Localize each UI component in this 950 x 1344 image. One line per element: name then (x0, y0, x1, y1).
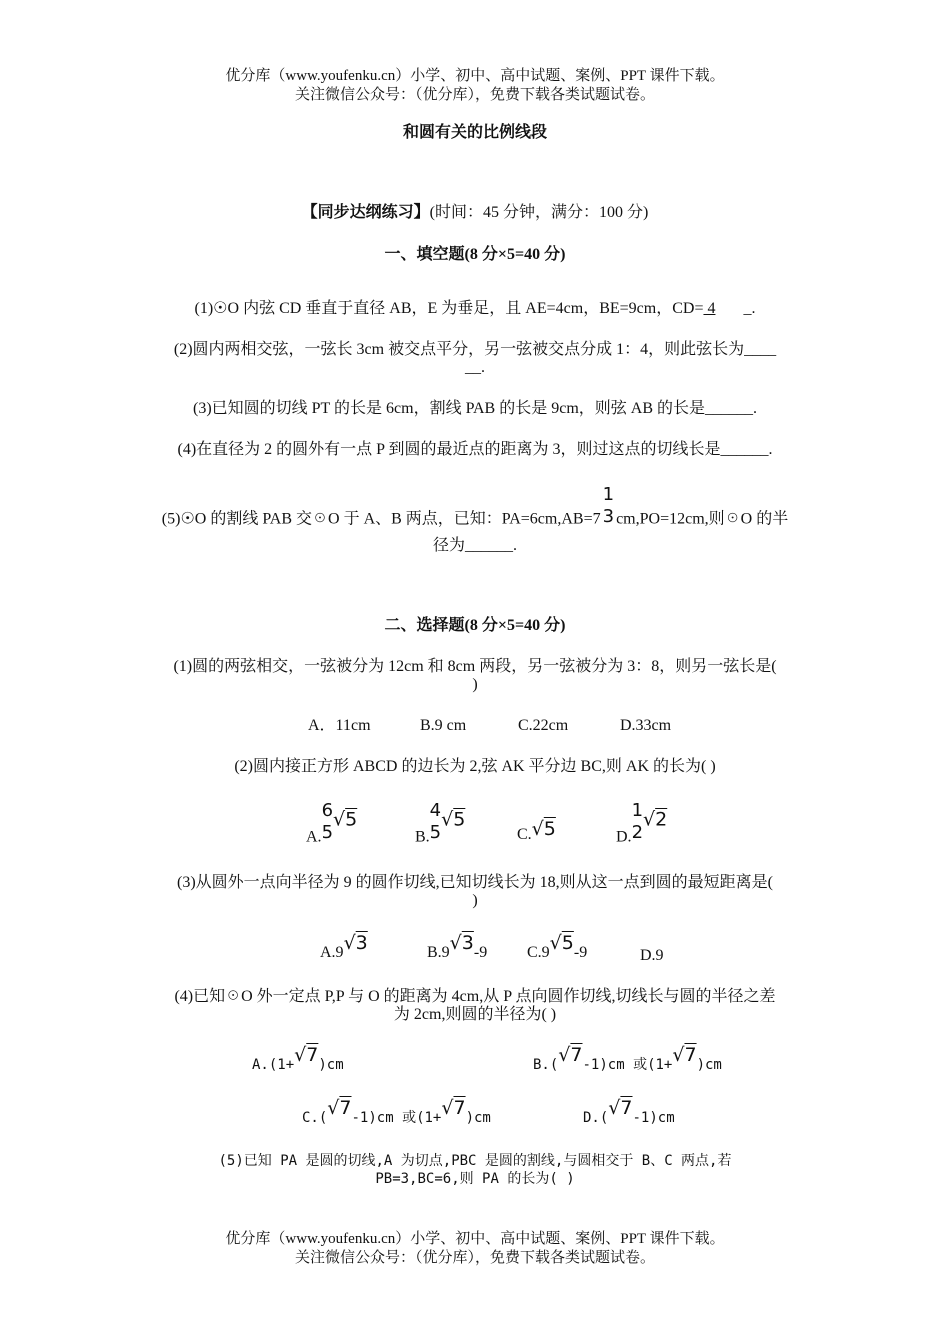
q4-option-a: A.(1+√7)cm (252, 1044, 344, 1073)
fill-q5-text-end: cm,PO=12cm,则☉O 的半 (616, 510, 789, 528)
section-2-heading: 二、选择题(8 分×5=40 分) (384, 617, 566, 634)
fill-question-4: (4)在直径为 2 的圆外有一点 P 到圆的最近点的距离为 3，则过这点的切线长是______. (177, 441, 773, 458)
fill-q1-blank: _. (715, 300, 756, 317)
sqrt-symbol: √7 (672, 1044, 697, 1066)
sqrt-symbol: √7 (608, 1097, 633, 1119)
q2-option-a: A. 6 5 √5 (306, 800, 358, 846)
sqrt-symbol: √7 (294, 1044, 319, 1066)
practice-info: (时间：45 分钟，满分：100 分) (429, 204, 649, 221)
fill-question-2-line-2: __. (465, 359, 485, 376)
fraction-one-half: 1 2 (631, 800, 644, 843)
choice-question-5-line-1: (5)已知 PA 是圆的切线,A 为切点,PBC 是圆的割线,与圆相交于 B、C 两点,若 (218, 1153, 732, 1169)
q1-option-d: D.33cm (620, 717, 672, 734)
sqrt-symbol: √5 (531, 818, 556, 840)
practice-label: 【同步达纲练习】 (301, 204, 430, 221)
q4-option-b: B.(√7-1)cm 或(1+√7)cm (533, 1044, 722, 1073)
fill-q1-answer: 4 (703, 300, 716, 317)
sqrt-symbol: √5 (333, 808, 358, 831)
q1-option-b: B.9 cm (420, 717, 467, 734)
q3-option-d: D.9 (640, 947, 664, 964)
choice-question-3-line-2: ) (472, 892, 478, 909)
choice-question-3-line-1: (3)从圆外一点向半径为 9 的圆作切线,已知切线长为 18,则从这一点到圆的最短距离是( (177, 874, 773, 891)
fill-question-1 (0, 300, 950, 318)
q1-option-a: A．11cm (308, 717, 371, 734)
q3-option-b: B.9√3-9 (427, 932, 488, 961)
sqrt-symbol: √7 (558, 1044, 583, 1066)
q1-option-c: C.22cm (518, 717, 569, 734)
q4-option-d: D.(√7-1)cm (583, 1097, 675, 1126)
q4-option-c: C.(√7-1)cm 或(1+√7)cm (302, 1097, 491, 1126)
sqrt-symbol: √7 (327, 1097, 352, 1119)
section-1-heading: 一、填空题(8 分×5=40 分) (384, 246, 566, 263)
sqrt-symbol: √3 (343, 932, 368, 954)
q2-option-d: D. 1 2 √2 (616, 800, 668, 846)
q2-option-c: C.√5 (517, 818, 556, 843)
sqrt-symbol: √7 (441, 1097, 466, 1119)
fill-question-5-line-2: 径为______. (432, 537, 517, 554)
sqrt-symbol: √2 (643, 808, 668, 831)
fill-question-3: (3)已知圆的切线 PT 的长是 6cm，割线 PAB 的长是 9cm，则弦 AB 的长是______. (192, 400, 758, 417)
fraction-one-third: 1 3 (602, 484, 615, 527)
fill-q5-text: (5)☉O 的割线 PAB 交☉O 于 A、B 两点，已知：PA=6cm,AB=7 (161, 510, 601, 528)
sqrt-symbol: √5 (441, 808, 466, 831)
sqrt-symbol: √5 (549, 932, 574, 954)
fill-question-5 (0, 484, 950, 529)
sqrt-symbol: √3 (449, 932, 474, 954)
choice-question-5-line-2: PB=3,BC=6,则 PA 的长为( ) (375, 1171, 575, 1187)
header-line-1: 优分库（www.youfenku.cn）小学、初中、高中试题、案例、PPT 课件下载。 (225, 68, 725, 84)
choice-question-4-line-2: 为 2cm,则圆的半径为( ) (393, 1006, 557, 1023)
choice-question-1-line-1: (1)圆的两弦相交，一弦被分为 12cm 和 8cm 两段，另一弦被分为 3：8，则另一弦长是( (173, 658, 777, 675)
fill-question-2-line-1: (2)圆内两相交弦，一弦长 3cm 被交点平分，另一弦被交点分成 1：4，则此弦长为____ (173, 341, 777, 358)
footer-line-2: 关注微信公众号：（优分库），免费下载各类试题试卷。 (294, 1250, 655, 1266)
fraction-six-fifths: 6 5 (321, 800, 334, 843)
footer-line-1: 优分库（www.youfenku.cn）小学、初中、高中试题、案例、PPT 课件下载。 (225, 1231, 725, 1247)
fraction-four-fifths: 4 5 (429, 800, 442, 843)
practice-heading (0, 204, 950, 222)
header-line-2: 关注微信公众号：（优分库），免费下载各类试题试卷。 (294, 87, 655, 103)
fill-q1-text: (1)☉O 内弦 CD 垂直于直径 AB，E 为垂足，且 AE=4cm，BE=9cm，CD= (194, 300, 704, 317)
page-title: 和圆有关的比例线段 (402, 124, 547, 141)
choice-question-4-line-1: (4)已知☉O 外一定点 P,P 与 O 的距离为 4cm,从 P 点向圆作切线,切线长与圆的半径之差 (174, 988, 776, 1005)
choice-question-1-line-2: ) (472, 676, 478, 693)
q2-option-b: B. 4 5 √5 (415, 800, 466, 846)
q3-option-c: C.9√5-9 (527, 932, 588, 961)
choice-question-2: (2)圆内接正方形 ABCD 的边长为 2,弦 AK 平分边 BC,则 AK 的长为( ) (234, 758, 716, 775)
q3-option-a: A.9√3 (320, 932, 368, 961)
